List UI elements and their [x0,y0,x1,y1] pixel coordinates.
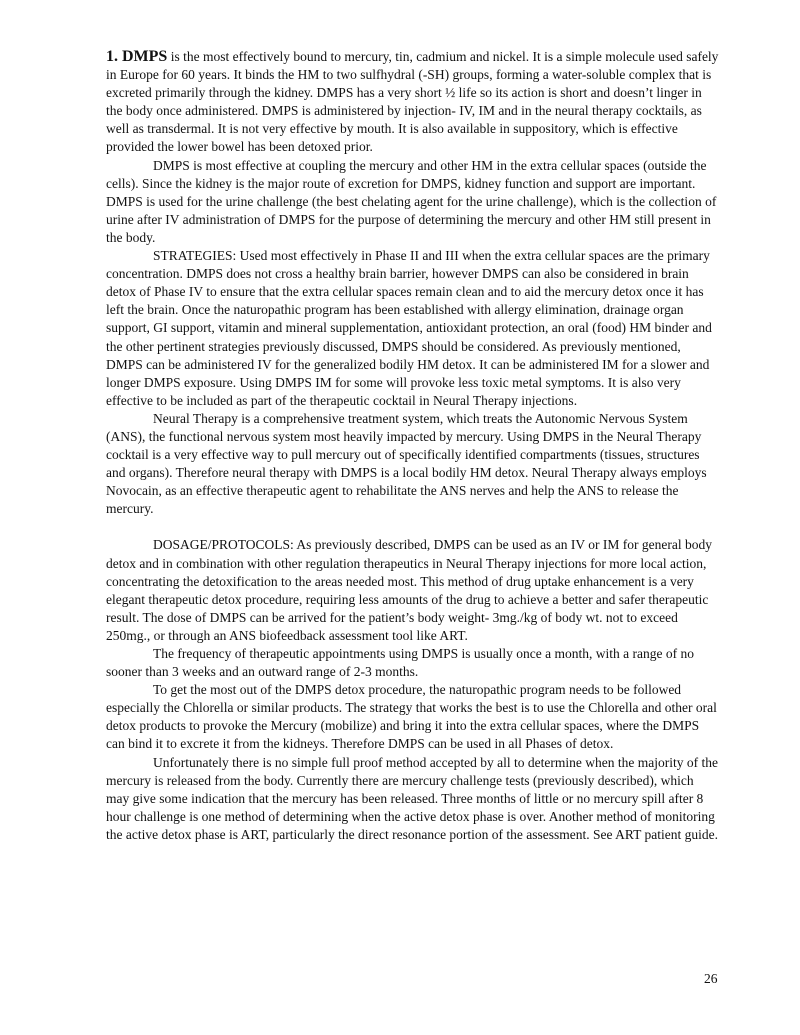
paragraph-chlorella: To get the most out of the DMPS detox procedure, the naturopathic program needs to be followed especially the Chlorella or similar products. The strategy that works the best is to use the Chlorella and other oral detox products to provoke the Mercury (mobilize) and bring it into the extra cellular spaces, where the DMPS can bind it to excrete it from the kidneys. Therefore DMPS can be used in all Phases of detox. [106,682,717,752]
paragraph-intro-text: is the most effectively bound to mercury, tin, cadmium and nickel. It is a simple molecule used safely in Europe for 60 years. It binds the HM to two sulfhydral (-SH) groups, forming a water-soluble complex that is excreted primarily through the kidney. DMPS has a very short ½ life so its action is short and doesn’t linger in the body once administered. DMPS is administered by injection- IV, IM and in the neural therapy cocktails, as well as transdermal. It is not very effective by mouth. It is also available in suppository, which is effective provided the lower bowel has been detoxed prior. [106,49,719,155]
section-heading: 1. DMPS [106,48,168,65]
paragraph-strategies: STRATEGIES: Used most effectively in Phase II and III when the extra cellular spaces are the primary concentration. DMPS does not cross a healthy brain barrier, however DMPS can also be considered in brain detox of Phase IV to ensure that the extra cellular spaces remain clean and to aid the mercury detox once it has left the brain. Once the naturopathic program has been established with allergy elimination, drainage organ support, GI support, vitamin and mineral supplementation, antioxidant protection, an oral (food) HM binder and the other pertinent strategies previously discussed, DMPS should be considered. As previously mentioned, DMPS can be administered IV for the generalized bodily HM detox. It can be administered IM for a slower and longer DMPS exposure. Using DMPS IM for some will provoke less toxic metal symptoms. It is also very effective to be included as part of the therapeutic cocktail in Neural Therapy injections. [106,248,712,408]
page-number: 26 [704,971,718,986]
paragraph-dmps-intro [106,48,720,157]
document-body [106,48,720,844]
paragraph-monitoring: Unfortunately there is no simple full proof method accepted by all to determine when the majority of the mercury is released from the body. Currently there are mercury challenge tests (previously described), which may give some indication that the mercury has been released. Three months of little or no mercury spill after 8 hour challenge is one method of determining when the active detox phase is over. Another method of monitoring the active detox phase is ART, particularly the direct resonance portion of the assessment. See ART patient guide. [106,754,718,842]
paragraph-neural-therapy: Neural Therapy is a comprehensive treatment system, which treats the Autonomic Nervous System (ANS), the functional nervous system most heavily impacted by mercury. Using DMPS in the Neural Therapy cocktail is a very effective way to pull mercury out of specifically identified compartments (tissues, structures and organs). Therefore neural therapy with DMPS is a local bodily HM detox. Neural Therapy always employs Novocain, as an effective therapeutic agent to rehabilitate the ANS nerves and help the ANS to release the mercury. [106,410,707,517]
paragraph-dosage-protocols: DOSAGE/PROTOCOLS: As previously described, DMPS can be used as an IV or IM for general body detox and in combination with other regulation therapeutics in Neural Therapy injections for more local action, concentrating the detoxification to the areas needed most. This method of drug uptake enhancement is a very elegant therapeutic detox procedure, requiring less amounts of the drug to achieve a better and safer therapeutic result. The dose of DMPS can be arrived for the patient’s body weight- 3mg./kg of body wt. not to exceed 250mg., or through an ANS biofeedback assessment tool like ART. [106,537,712,643]
paragraph-frequency: The frequency of therapeutic appointments using DMPS is usually once a month, with a range of no sooner than 3 weeks and an outward range of 2-3 months. [106,646,695,680]
paragraph-extracellular: DMPS is most effective at coupling the mercury and other HM in the extra cellular spaces (outside the cells). Since the kidney is the major route of excretion for DMPS, kidney function and support are important. DMPS is used for the urine challenge (the best chelating agent for the urine challenge), which is the collection of urine after IV administration of DMPS for the purpose of determining the mercury and other HM still present in the body. [106,157,717,245]
